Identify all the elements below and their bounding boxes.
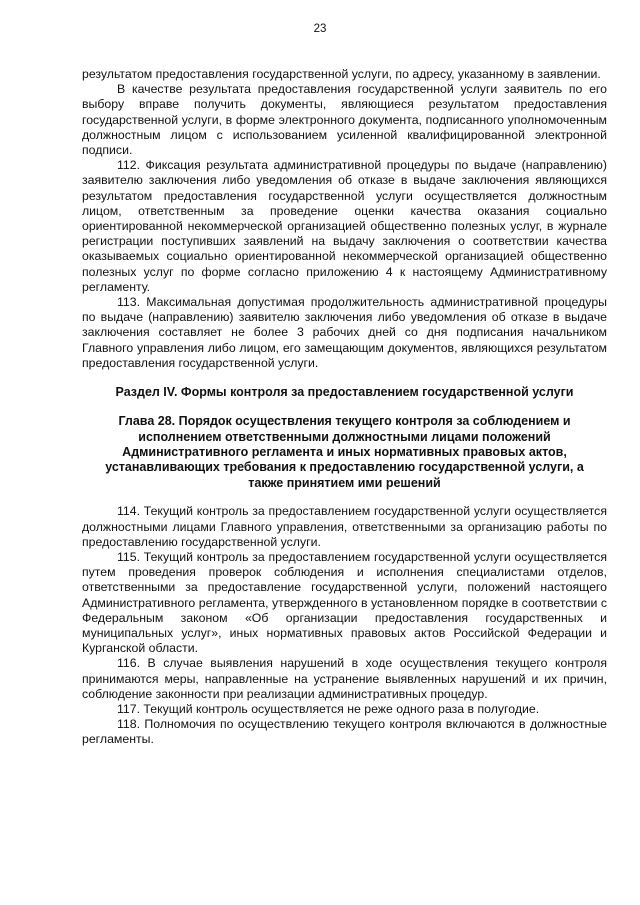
paragraph-112: 112. Фиксация результата административной процедуры по выдаче (направлению) заявителю заключения либо уведомления об отказе в выдаче заключения являющихся результатом предоставления государственной услуги осуществляется должностным лицом, ответственным за проведение оценки качества оказания социально ориентированной некоммерческой организацией общественно полезных услуг, в журнале регистрации поступивших заявлений на выдачу заключения о соответствии качества оказываемых социально ориентированной некоммерческой организацией общественно полезных услуг по форме согласно приложению 4 к настоящему Административному регламенту. <box>82 158 607 294</box>
paragraph-113: 113. Максимальная допустимая продолжительность административной процедуры по выдаче (направлению) заявителю заключения либо уведомления об отказе в выдаче заключения составляет не более 3 рабочих дней со дня подписания начальником Главного управления либо лицом, его замещающим документов, являющихся результатом предоставления государственной услуги. <box>82 295 607 370</box>
section-title: Раздел IV. Формы контроля за предоставлением государственной услуги <box>115 385 574 400</box>
document-body <box>82 67 607 748</box>
paragraph-continuation: результатом предоставления государственной услуги, по адресу, указанному в заявлении. <box>82 67 601 81</box>
paragraph-114: 114. Текущий контроль за предоставлением государственной услуги осуществляется должностными лицами Главного управления, ответственными за организацию работы по предоставлению государственной услуги. <box>82 504 607 549</box>
paragraph-115: 115. Текущий контроль за предоставлением государственной услуги осуществляется путем проведения проверок соблюдения и исполнения специалистами отделов, ответственными за предоставление государственной услуги, положений настоящего Административного регламента, утвержденного в установленном порядке в соответствии с Федеральным законом «Об организации предоставления государственных и муниципальных услуг», иных нормативных правовых актов Российской Федерации и Курганской области. <box>82 549 607 656</box>
paragraph-electronic-result: В качестве результата предоставления государственной услуги заявитель по его выбору вправе получить документы, являющиеся результатом предоставления государственной услуги, в форме электронного документа, подписанного уполномоченным должностным лицом с использованием усиленной квалифицированной электронной подписи. <box>82 82 607 158</box>
chapter-title: Глава 28. Порядок осуществления текущего контроля за соблюдением и исполнением ответственными должностными лицами положений Административного регламента и иных нормативных правовых актов, устанавливающих требования к предоставлению государственной услуги, а также принятием ими решений <box>105 414 584 490</box>
paragraph-117: 117. Текущий контроль осуществляется не реже одного раза в полугодие. <box>117 701 540 716</box>
paragraph-116: 116. В случае выявления нарушений в ходе осуществления текущего контроля принимаются меры, направленные на устранение выявленных нарушений и их причин, соблюдение законности при реализации административных процедур. <box>82 656 607 701</box>
page-number: 23 <box>313 23 327 35</box>
paragraph-118: 118. Полномочия по осуществлению текущего контроля включаются в должностные регламенты. <box>82 717 607 747</box>
spacer <box>82 491 607 504</box>
